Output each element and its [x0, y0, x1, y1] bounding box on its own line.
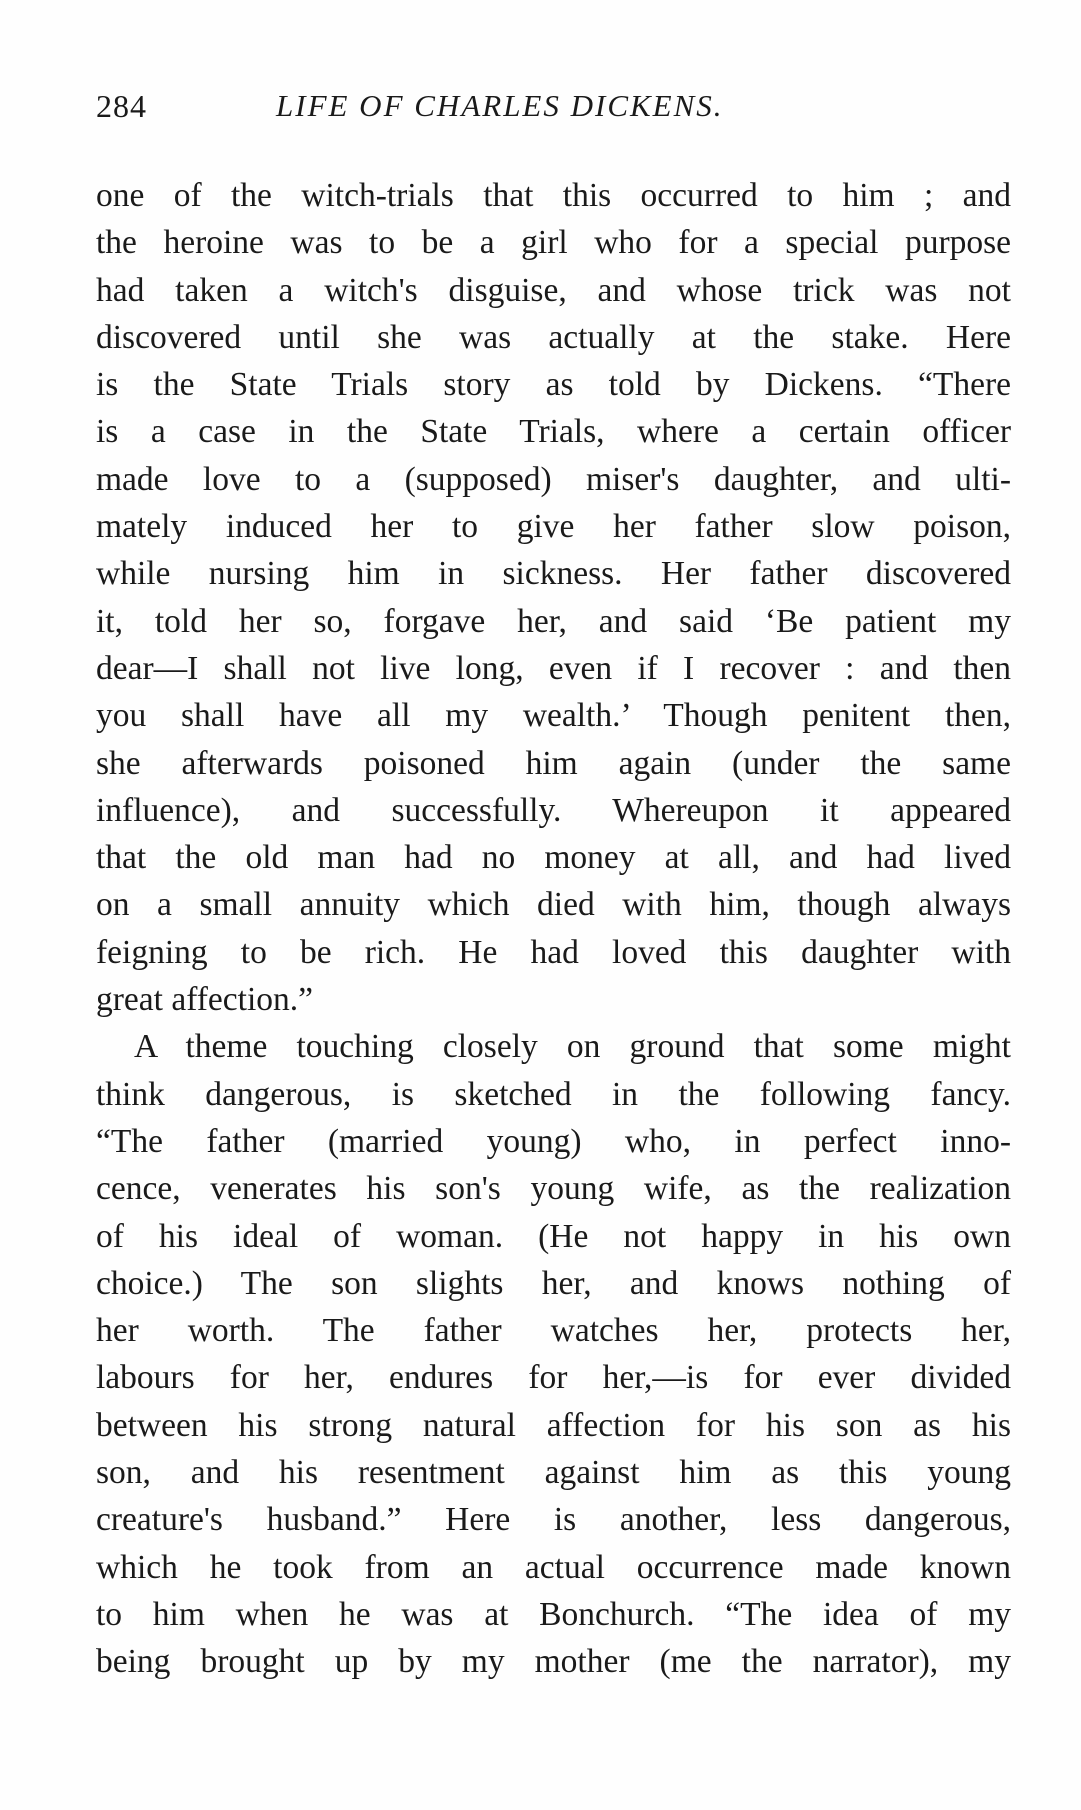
page-number: 284 [96, 88, 147, 124]
text-line: being brought up by my mother (me the narrator), my [96, 1643, 1011, 1681]
text-line: to him when he was at Bonchurch. “The idea of my [96, 1595, 1011, 1633]
text-line: her worth. The father watches her, protects her, [96, 1312, 1011, 1350]
text-line: of his ideal of woman. (He not happy in his own [96, 1217, 1011, 1255]
running-title: LIFE OF CHARLES DICKENS. [276, 88, 724, 123]
text-line: you shall have all my wealth.’ Though penitent then, [96, 697, 1011, 735]
text-line: while nursing him in sickness. Her father discovered [96, 555, 1011, 593]
text-line: think dangerous, is sketched in the following fancy. [96, 1075, 1011, 1113]
text-line: between his strong natural affection for his son as his [96, 1406, 1011, 1444]
text-line: the heroine was to be a girl who for a special purpose [96, 224, 1011, 262]
text-line: one of the witch-trials that this occurred to him ; and [96, 177, 1011, 214]
text-line: which he took from an actual occurrence made known [96, 1548, 1011, 1586]
text-line: feigning to be rich. He had loved this daughter with [96, 933, 1011, 971]
text-line: made love to a (supposed) miser's daughter, and ulti- [96, 460, 1011, 498]
text-line: is a case in the State Trials, where a certain officer [96, 413, 1011, 451]
text-line: influence), and successfully. Whereupon it appeared [96, 791, 1011, 829]
text-line: is the State Trials story as told by Dickens. “There [96, 366, 1011, 404]
text-line: son, and his resentment against him as this young [96, 1454, 1011, 1492]
text-line: mately induced her to give her father slow poison, [96, 508, 1011, 546]
text-line: creature's husband.” Here is another, less dangerous, [96, 1501, 1011, 1539]
text-line: “The father (married young) who, in perfect inno- [96, 1122, 1011, 1160]
text-line: on a small annuity which died with him, though always [96, 886, 1011, 924]
paragraph-start-line: A theme touching closely on ground that some might [134, 1028, 1011, 1066]
body-text [96, 172, 1011, 1686]
text-line: discovered until she was actually at the stake. Here [96, 318, 1011, 356]
text-line: that the old man had no money at all, and had lived [96, 839, 1011, 877]
text-line: had taken a witch's disguise, and whose trick was not [96, 271, 1011, 309]
paragraph-end-line: great affection.” [96, 981, 313, 1019]
text-line: choice.) The son slights her, and knows nothing of [96, 1264, 1011, 1302]
text-line: cence, venerates his son's young wife, as the realization [96, 1170, 1011, 1208]
text-line: it, told her so, forgave her, and said ‘Be patient my [96, 602, 1011, 640]
text-line: labours for her, endures for her,—is for ever divided [96, 1359, 1011, 1397]
text-line: she afterwards poisoned him again (under the same [96, 744, 1011, 782]
page-header [96, 88, 1001, 128]
text-line: dear—I shall not live long, even if I recover : and then [96, 649, 1011, 687]
